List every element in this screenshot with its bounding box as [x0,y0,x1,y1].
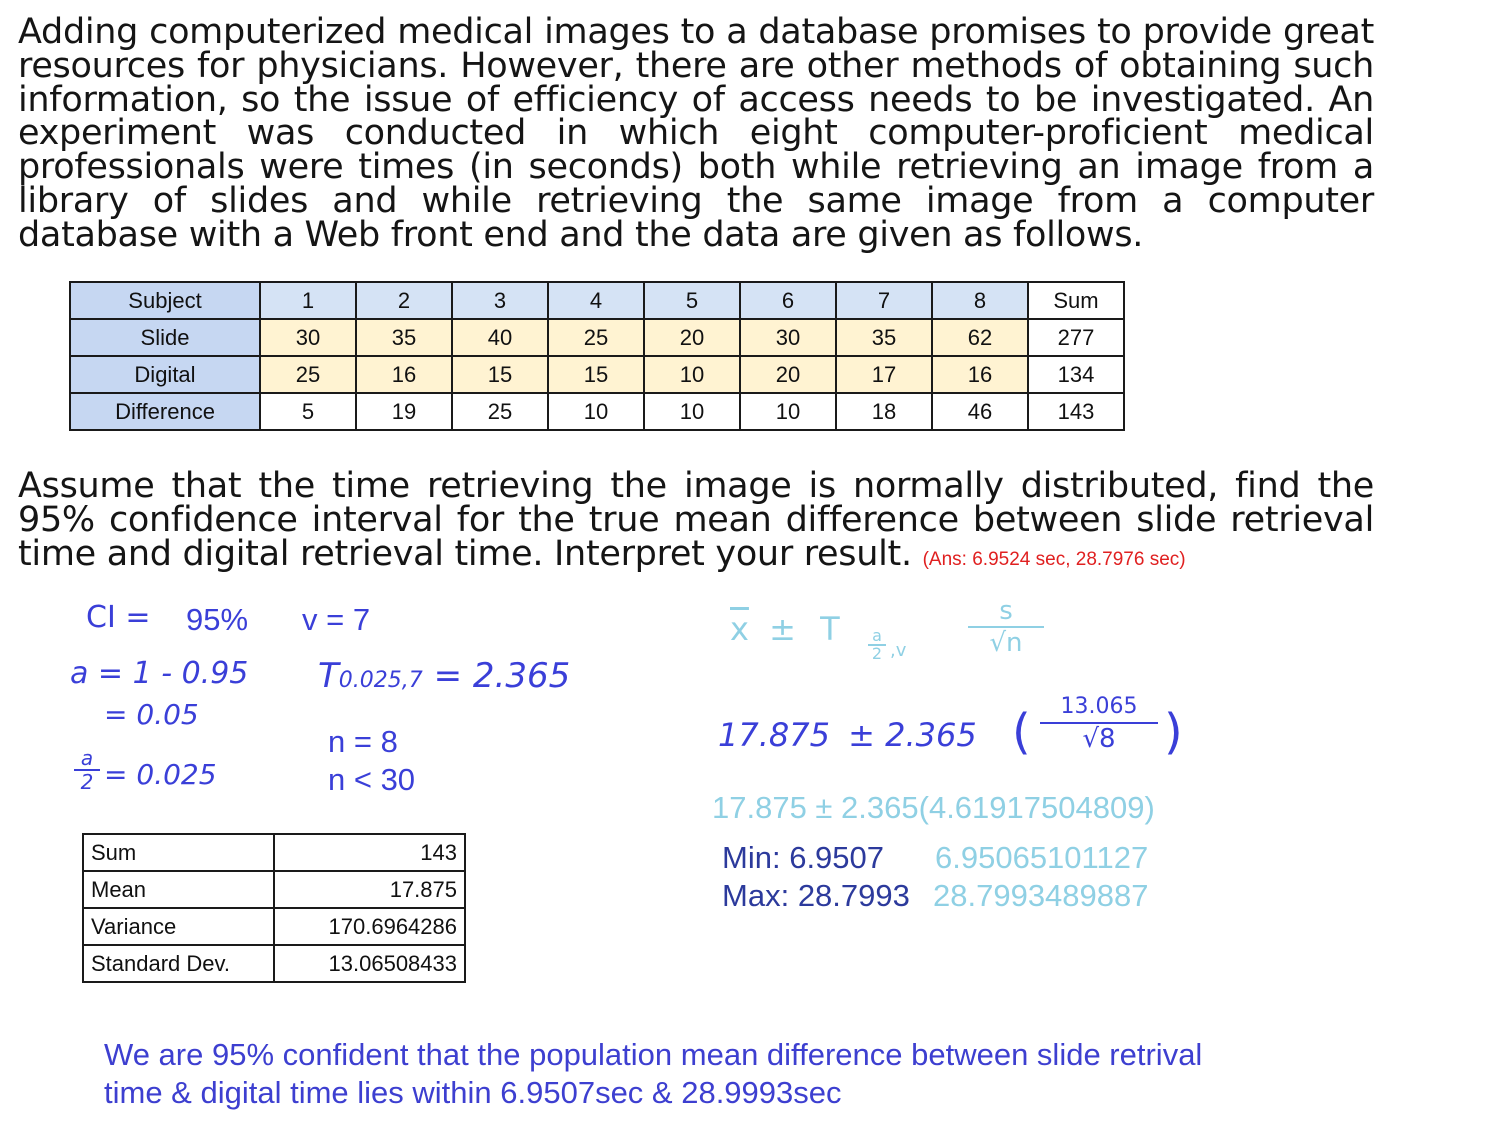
max-full: 28.7993489887 [933,878,1149,913]
summary-row [83,834,465,871]
interpretation-line-1: We are 95% confident that the population mean difference between slide retrival [104,1037,1203,1072]
value-cell: 17 [836,356,932,393]
n-less-than: n < 30 [328,762,416,797]
sub-pm: ± 2.365 [848,716,977,754]
alpha-line-1: a = 1 - 0.95 [70,656,249,691]
interpretation [104,1036,1202,1112]
answer-note: (Ans: 6.9524 sec, 28.7976 sec) [922,548,1186,570]
value-cell: 10 [644,356,740,393]
formula-t: T [820,610,840,648]
max-label: Max: [722,878,790,913]
value-cell: 40 [452,319,548,356]
row-label-cell: Slide [70,319,260,356]
summary-value: 17.875 [274,871,465,908]
value-cell: 30 [260,319,356,356]
value-cell: 15 [548,356,644,393]
min-row [722,840,884,876]
open-paren: ( [1012,704,1031,760]
sub-num: 13.065 [1060,694,1138,719]
max-row [722,878,910,914]
min-value: 6.9507 [789,840,885,875]
sum-cell: Sum [1028,282,1124,319]
value-cell: 35 [836,319,932,356]
sub-den: √8 [1082,724,1116,754]
value-cell: 18 [836,393,932,430]
table-header-row [70,282,1124,319]
summary-value: 143 [274,834,465,871]
sum-cell: 134 [1028,356,1124,393]
sum-cell: 143 [1028,393,1124,430]
summary-row [83,908,465,945]
value-cell: 3 [452,282,548,319]
expansion: 17.875 ± 2.365(4.61917504809) [712,790,1155,825]
formula-xbar: $\overline{x}$ [730,610,749,648]
summary-value: 170.6964286 [274,908,465,945]
value-cell: 16 [932,356,1028,393]
table-row-digital [70,356,1124,393]
alpha-half-fraction [74,748,100,792]
substitution [718,716,977,754]
value-cell: 10 [740,393,836,430]
formula-s: s [999,596,1013,626]
ci-label: CI = [86,600,151,635]
min-full: 6.95065101127 [935,840,1149,875]
max-value: 28.7993 [797,878,910,913]
summary-label: Mean [83,871,274,908]
summary-row [83,871,465,908]
alpha-half-den: 2 [80,770,94,794]
value-cell: 15 [452,356,548,393]
problem-paragraph [18,12,1374,255]
close-paren: ) [1164,704,1183,760]
summary-value: 13.06508433 [274,945,465,982]
ci-value: 95% [186,602,249,637]
formula-sub-2: 2 [871,644,883,663]
t-critical [318,656,570,696]
row-label-cell: Difference [70,393,260,430]
formula-alpha-half [868,628,886,662]
summary-label: Variance [83,908,274,945]
value-cell: 62 [932,319,1028,356]
sub-mean: 17.875 [718,716,830,754]
value-cell: 8 [932,282,1028,319]
formula-s-over-root-n [968,596,1044,658]
sub-fraction [1040,692,1158,754]
summary-label: Standard Dev. [83,945,274,982]
value-cell: 20 [644,319,740,356]
value-cell: 7 [836,282,932,319]
min-label: Min: [722,840,781,875]
summary-label: Sum [83,834,274,871]
formula-sub-a: a [872,626,882,645]
formula-sub-v: ,v [890,640,907,661]
t-subscript: 0.025,7 [338,668,423,693]
t-symbol: T [318,656,339,696]
alpha-line-2: = 0.05 [104,698,199,731]
value-cell: 35 [356,319,452,356]
problem-text: Adding computerized medical images to a database promises to provide great resources for physicians. However, there are other methods of obtaining such information, so the issue of efficiency of access needs to be investigated. An experiment was conducted in which eight computer-proficient medical professionals were times (in seconds) both while retrieving an image from a library of slides and while retrieving the same image from a computer database with a Web front end and the data are given as follows. [18,12,1374,255]
value-cell: 10 [548,393,644,430]
value-cell: 5 [644,282,740,319]
value-cell: 2 [356,282,452,319]
summary-table [82,833,466,983]
interpretation-line-2: time & digital time lies within 6.9507sec & 28.9993sec [104,1075,842,1110]
value-cell: 25 [452,393,548,430]
alpha-half-num: a [80,746,94,770]
alpha-half-value: = 0.025 [104,758,217,791]
data-table [69,281,1125,431]
value-cell: 6 [740,282,836,319]
t-value: = 2.365 [433,656,571,696]
value-cell: 46 [932,393,1028,430]
sum-cell: 277 [1028,319,1124,356]
value-cell: 10 [644,393,740,430]
row-label-cell: Subject [70,282,260,319]
summary-row [83,945,465,982]
question-text: Assume that the time retrieving the image is normally distributed, find the 95% confidence interval for the true mean difference between slide retrieval time and digital retrieval time. Interpret your result. [18,466,1374,574]
value-cell: 25 [548,319,644,356]
table-row-slide [70,319,1124,356]
question-paragraph [18,466,1374,576]
value-cell: 4 [548,282,644,319]
v-value: v = 7 [302,602,371,637]
value-cell: 20 [740,356,836,393]
value-cell: 30 [740,319,836,356]
value-cell: 1 [260,282,356,319]
formula-pm: ± [769,610,796,648]
formula-root: √n [989,628,1023,658]
formula [730,610,840,648]
row-label-cell: Digital [70,356,260,393]
n-equals: n = 8 [328,724,398,759]
value-cell: 19 [356,393,452,430]
value-cell: 16 [356,356,452,393]
value-cell: 5 [260,393,356,430]
value-cell: 25 [260,356,356,393]
table-row-difference [70,393,1124,430]
